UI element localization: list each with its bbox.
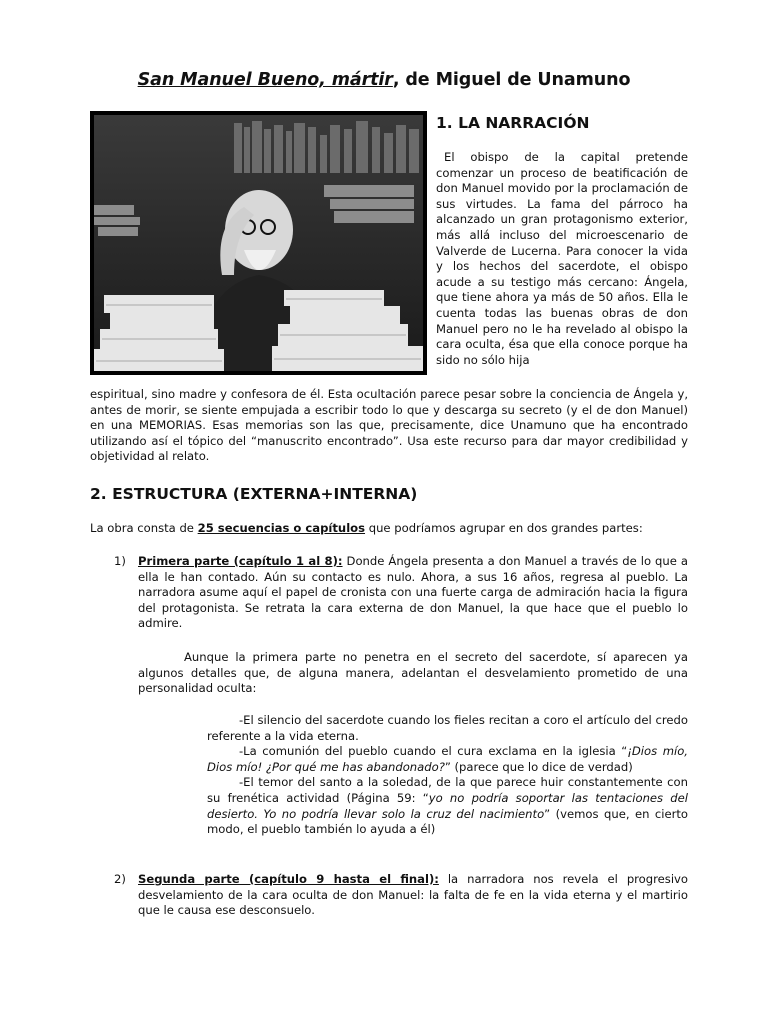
quote3-pre: -El temor del santo a la soledad, de la que parece huir constantemente con su frenética actividad (Página 59: “ [207,775,688,805]
quote3-post: ” (vemos que, en cierto modo, el pueblo también lo ayuda a él) [207,806,688,837]
quote2-pre: -La comunión del pueblo cuando el cura exclama en la iglesia “ [239,744,628,759]
list-item-body: la narradora nos revela el progresivo desvelamiento de la cara oculta de don Manuel: la falta de fe en la vida eterna y el martirio que le causa ese desconsuelo. [138,872,688,918]
list-number: 1) [114,554,126,568]
title-work: San Manuel Bueno, mártir [137,70,393,90]
document-title [0,70,768,90]
narracion-paragraph-side: El obispo de la capital pretende comenzar un proceso de beatificación de don Manuel movido por la proclamación de sus virtudes. La fama del párroco ha alcanzado un gran protagonismo exterior, más allá incluso del microescenario de Valverde de Lucerna. Para conocer la vida y los hechos del sacerdote, el obispo acude a su testigo más cercano: Ángela, que tiene ahora ya más de 50 años. Ella le cuenta todas las buenas obras de don Manuel pero no le ha revelado al obispo la cara oculta, ésa que ella conoce porque ha sido no sólo hija [436,150,688,367]
list-item-label: Segunda parte (capítulo 9 hasta el final): [138,872,439,886]
intro-post: que podríamos agrupar en dos grandes partes: [365,521,643,535]
quote2-post: ” (parece que lo dice de verdad) [444,759,633,774]
list-item-text [138,554,688,632]
section-heading-narracion: 1. LA NARRACIÓN [436,114,590,132]
list-number: 2) [114,872,126,886]
section-heading-estructura: 2. ESTRUCTURA (EXTERNA+INTERNA) [90,485,418,503]
list-item-body: Donde Ángela presenta a don Manuel a través de lo que a ella le han contado. Aún su contacto es nulo. Ahora, a sus 16 años, regresa al pueblo. La narradora asume aquí el papel de cronista con una fuerte carga de admiración hacia la figura del protagonista. Se retrata la cara externa de don Manuel, la que hace que el pueblo lo admire. [138,554,688,631]
detalle-comunion [207,744,688,775]
title-author: , de Miguel de Unamuno [392,70,631,90]
detalles-paragraph: Aunque la primera parte no penetra en el secreto del sacerdote, sí aparecen ya algunos detalles que, de alguna manera, adelantan el desvelamiento prometido de una personalidad oculta: [138,650,688,696]
photo-illustration [94,115,423,371]
list-item-text [138,872,688,919]
author-photo [90,111,427,375]
intro-bold: 25 secuencias o capítulos [197,521,366,535]
quote3-italic: yo no podría soportar las tentaciones del desierto. Yo no podría llevar solo la cruz del nacimiento [207,790,688,821]
narracion-paragraph-continued: espiritual, sino madre y confesora de él. Esta ocultación parece pesar sobre la conciencia de Ángela y, antes de morir, se siente empujada a escribir todo lo que y descarga su secreto (y el de don Manuel) en una MEMORIAS. Esas memorias son las que, precisamente, dice Unamuno que ha encontrado utilizando así el tópico del “manuscrito encontrado”. Usa este recurso para dar mayor credibilidad y objetividad al relato. [90,387,688,464]
estructura-intro [90,521,688,537]
detalle-silencio: -El silencio del sacerdote cuando los fieles recitan a coro el artículo del credo referente a la vida eterna. [207,713,688,743]
list-item-label: Primera parte (capítulo 1 al 8): [138,554,343,568]
intro-pre: La obra consta de [90,521,198,535]
detalles-list [207,713,688,838]
quote2-italic: ¡Dios mío, Dios mío! ¿Por qué me has abandonado? [207,744,688,774]
detalle-temor [207,775,688,837]
